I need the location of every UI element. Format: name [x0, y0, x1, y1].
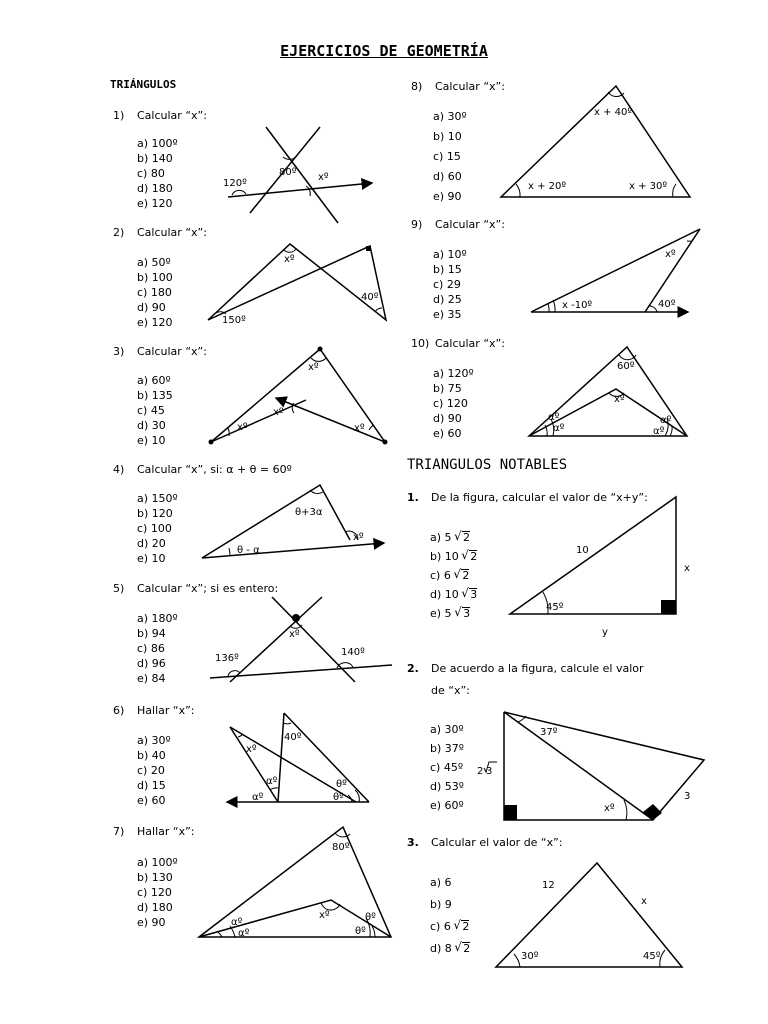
figure-3	[209, 347, 388, 445]
notable-figure-1	[510, 497, 690, 638]
problem-5-prompt: 5) Calcular “x”; si es entero:	[113, 582, 279, 595]
label: 40º	[284, 732, 302, 743]
label: x	[684, 563, 690, 574]
option: a) 30º	[433, 110, 467, 123]
option: b) 37º	[430, 742, 464, 755]
option: b) 40	[137, 749, 166, 762]
label: 150º	[222, 315, 246, 326]
option: c) 120	[433, 397, 468, 410]
option: b) 15	[433, 263, 462, 276]
label: xº	[308, 362, 319, 373]
option: b) 10	[433, 130, 462, 143]
label: x + 40º	[594, 107, 633, 118]
option: a) 30º	[430, 723, 464, 736]
label: 30º	[521, 951, 539, 962]
option: e) 60	[433, 427, 462, 440]
label: 12	[542, 880, 555, 891]
notable-1-prompt: 1. De la figura, calcular el valor de “x+y”:	[407, 491, 648, 504]
figure-5	[210, 597, 392, 682]
label: xº	[354, 423, 365, 434]
option: e) 35	[433, 308, 462, 321]
notable-3-prompt: 3. Calcular el valor de “x”:	[407, 836, 563, 849]
option: a) 150º	[137, 492, 178, 505]
option: d) 20	[137, 537, 166, 550]
option: b) 100	[137, 271, 173, 284]
option: b) 10 √ 2	[430, 547, 477, 566]
label: 2	[477, 766, 484, 777]
label: θ - α	[237, 545, 260, 556]
label: 80º	[332, 842, 350, 853]
option: a) 6	[430, 876, 452, 889]
option: d) 90	[433, 412, 462, 425]
option: e) 84	[137, 672, 166, 685]
label: αº	[653, 426, 665, 437]
option: b) 9	[430, 898, 452, 911]
option: c) 15	[433, 150, 461, 163]
problem-2-prompt: 2) Calcular “x”:	[113, 226, 207, 239]
figure-4	[202, 485, 384, 558]
notable-2-prompt: 2. De acuerdo a la figura, calcule el valor	[407, 662, 644, 675]
option: d) 25	[433, 293, 462, 306]
label: 136º	[215, 653, 239, 664]
problem-9-prompt: 9) Calcular “x”:	[411, 218, 505, 231]
figure-8	[501, 86, 690, 197]
option: d) 53º	[430, 780, 464, 793]
label: θº	[355, 926, 366, 937]
label: 3	[684, 791, 691, 802]
option: c) 86	[137, 642, 165, 655]
label: 45º	[643, 951, 661, 962]
label: 45º	[546, 602, 564, 613]
label: αº	[231, 917, 243, 928]
figure-1	[223, 127, 372, 223]
option: c) 20	[137, 764, 165, 777]
option: b) 130	[137, 871, 173, 884]
label: 140º	[341, 647, 365, 658]
option: c) 6 √ 2	[430, 916, 470, 938]
label: xº	[318, 172, 329, 183]
option: d) 90	[137, 301, 166, 314]
label: 120º	[223, 178, 247, 189]
label: αº	[548, 412, 560, 423]
option: e) 90	[433, 190, 462, 203]
figure-6	[227, 713, 369, 803]
notable-figure-2	[477, 712, 704, 820]
problem-1-prompt: 1) Calcular “x”:	[113, 109, 207, 122]
option: c) 80	[137, 167, 165, 180]
label: x -10º	[562, 300, 593, 311]
label: 40º	[658, 299, 676, 310]
option: a) 180º	[137, 612, 178, 625]
problem-3-prompt: 3) Calcular “x”:	[113, 345, 207, 358]
option: c) 180	[137, 286, 172, 299]
option: e) 5 √ 3	[430, 604, 477, 623]
option: c) 29	[433, 278, 461, 291]
label: 80º	[279, 167, 297, 178]
option: d) 180	[137, 901, 173, 914]
label: xº	[604, 803, 615, 814]
label: x	[641, 896, 647, 907]
problem-7-prompt: 7) Hallar “x”:	[113, 825, 195, 838]
label: αº	[266, 776, 278, 787]
label: y	[602, 627, 608, 638]
option: e) 120	[137, 316, 173, 329]
option: d) 96	[137, 657, 166, 670]
option: b) 140	[137, 152, 173, 165]
notable-figure-3	[496, 863, 682, 967]
figure-7	[199, 827, 391, 939]
section-heading-triangulos: TRIÁNGULOS	[110, 78, 177, 91]
option: d) 180	[137, 182, 173, 195]
label: θº	[365, 912, 376, 923]
option: e) 120	[137, 197, 173, 210]
option: a) 10º	[433, 248, 467, 261]
label: θº	[333, 792, 344, 803]
label: θº	[336, 779, 347, 790]
notable-2-prompt-line2: de “x”:	[431, 684, 470, 697]
option: a) 50º	[137, 256, 171, 269]
figure-10	[529, 347, 687, 437]
label: xº	[246, 744, 257, 755]
label: xº	[284, 254, 295, 265]
label: 37º	[540, 727, 558, 738]
label: xº	[237, 422, 248, 433]
label: xº	[353, 532, 364, 543]
option: a) 30º	[137, 734, 171, 747]
option: d) 60	[433, 170, 462, 183]
problem-10-prompt: 10) Calcular “x”:	[411, 337, 505, 350]
label: αº	[553, 423, 565, 434]
label: xº	[289, 629, 300, 640]
option: d) 8 √ 2	[430, 938, 470, 960]
option: b) 120	[137, 507, 173, 520]
option: b) 75	[433, 382, 462, 395]
option: a) 100º	[137, 856, 178, 869]
option: d) 10 √ 3	[430, 585, 477, 604]
label: x + 30º	[629, 181, 668, 192]
page-title: EJERCICIOS DE GEOMETRÍA	[280, 42, 488, 60]
problem-6-prompt: 6) Hallar “x”:	[113, 704, 195, 717]
option: d) 15	[137, 779, 166, 792]
option: e) 10	[137, 552, 166, 565]
label: 40º	[361, 292, 379, 303]
label: xº	[319, 910, 330, 921]
option: a) 100º	[137, 137, 178, 150]
label: αº	[660, 415, 672, 426]
label: 10	[576, 545, 589, 556]
label: xº	[273, 407, 284, 418]
option: c) 6 √ 2	[430, 566, 477, 585]
option: b) 94	[137, 627, 166, 640]
label: x + 20º	[528, 181, 567, 192]
option: b) 135	[137, 389, 173, 402]
option: c) 45º	[430, 761, 464, 774]
option: c) 45	[137, 404, 165, 417]
section-heading-notables: TRIANGULOS NOTABLES	[407, 457, 568, 473]
label: xº	[665, 249, 676, 260]
label: 3	[486, 766, 493, 777]
option: a) 120º	[433, 367, 474, 380]
figure-2	[208, 244, 386, 326]
option: e) 60	[137, 794, 166, 807]
option: e) 10	[137, 434, 166, 447]
label: θ+3α	[295, 507, 323, 518]
problem-4-prompt: 4) Calcular “x”, si: α + θ = 60º	[113, 463, 292, 476]
option: a) 5 √ 2	[430, 528, 477, 547]
option: e) 90	[137, 916, 166, 929]
option: d) 30	[137, 419, 166, 432]
option: c) 120	[137, 886, 172, 899]
label: xº	[614, 394, 625, 405]
label: 60º	[617, 361, 635, 372]
label: αº	[238, 928, 250, 939]
problem-8-prompt: 8) Calcular “x”:	[411, 80, 505, 93]
option: c) 100	[137, 522, 172, 535]
option: e) 60º	[430, 799, 464, 812]
figure-9	[531, 229, 700, 312]
label: αº	[252, 792, 264, 803]
option: a) 60º	[137, 374, 171, 387]
